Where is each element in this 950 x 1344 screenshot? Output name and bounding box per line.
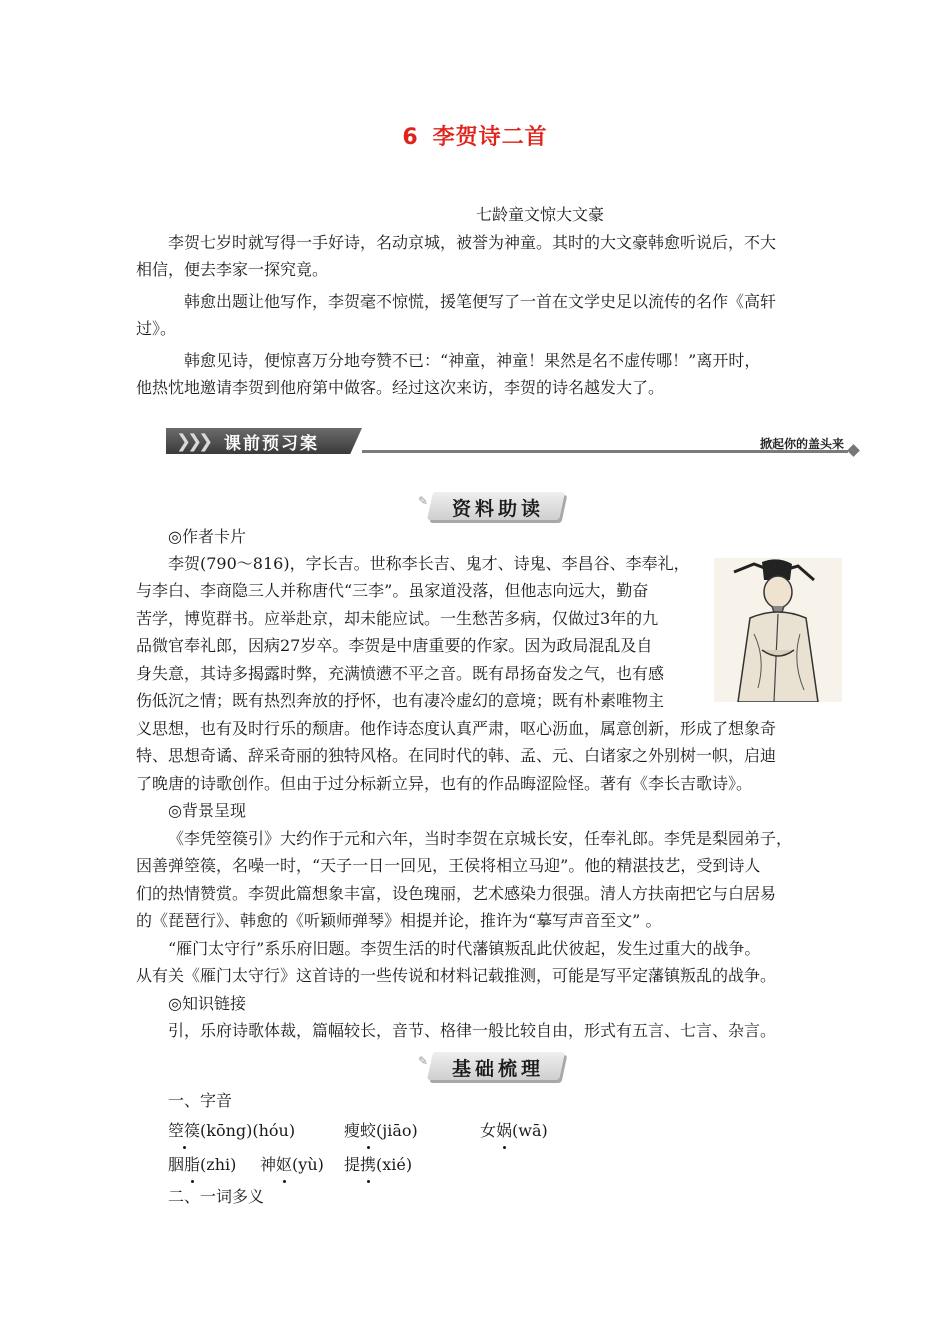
author-line: 李贺(790～816)，字长吉。世称李长吉、鬼才、诗鬼、李昌谷、李奉礼， — [168, 554, 690, 573]
plain-chars: 女 — [480, 1121, 497, 1140]
pinyin: (yù) — [292, 1155, 324, 1174]
background-line: 的《琵琶行》、韩愈的《听颖师弹琴》相提并论，推许为“摹写声音至文” 。 — [136, 911, 662, 930]
background-heading: ◎背景呈现 — [168, 801, 246, 820]
author-line: 品微官奉礼郎，因病27岁卒。李贺是中唐重要的作家。因为政局混乱及自 — [136, 636, 653, 655]
lesson-title: 李贺诗二首 — [432, 125, 548, 150]
polysemy-heading: 二、一词多义 — [168, 1187, 265, 1206]
dotted-chars: 携 — [360, 1152, 376, 1178]
plain-chars: 瘦 — [344, 1121, 361, 1140]
knowledge-heading: ◎知识链接 — [168, 994, 246, 1013]
story-line: 过》。 — [136, 319, 177, 338]
section-label-text: 基础梳理 — [452, 1058, 545, 1080]
story-line: 他热忱地邀请李贺到他府第中做客。经过这次来访，李贺的诗名越发大了。 — [136, 378, 665, 397]
section-label-text: 资料助读 — [452, 498, 545, 520]
plain-chars: 提 — [344, 1155, 361, 1174]
story-line: 李贺七岁时就写得一手好诗，名动京城，被誉为神童。其时的大文豪韩愈听说后，不大 — [168, 233, 777, 252]
background-line: 从有关《雁门太守行》这首诗的一些传说和材料记载推测，可能是写平定藩镇叛乱的战争。 — [136, 966, 777, 985]
background-line: 因善弹箜篌，名噪一时，“天子一日一回见，王侯将相立马迎”。他的精湛技艺，受到诗人 — [136, 856, 761, 875]
section-label-materials — [418, 490, 568, 524]
dotted-chars: 脂 — [184, 1152, 200, 1178]
pinyin: (xié) — [376, 1155, 413, 1174]
author-line: 了晚唐的诗歌创作。但由于过分标新立异，也有的作品晦涩险怪。著有《李长吉歌诗》。 — [136, 774, 753, 793]
dotted-chars: 蛟 — [360, 1118, 376, 1144]
author-card-heading: ◎作者卡片 — [168, 527, 246, 546]
deco-icon: ✎ — [418, 494, 429, 508]
story-line: 韩愈见诗，便惊喜万分地夸赞不已：“神童，神童！果然是名不虚传哪！”离开时， — [184, 351, 761, 370]
pronunciation-heading: 一、字音 — [168, 1091, 233, 1110]
background-line: 们的热情赞赏。李贺此篇想象丰富，设色瑰丽，艺术感染力很强。清人方扶南把它与白居易 — [136, 884, 777, 903]
author-line: 义思想，也有及时行乐的颓唐。他作诗态度认真严肃，呕心沥血，属意创新，形成了想象奇 — [136, 719, 777, 738]
background-line: “雁门太守行”系乐府旧题。李贺生活的时代藩镇叛乱此伏彼起，发生过重大的战争。 — [168, 939, 761, 958]
diamond-icon — [847, 444, 860, 457]
deco-icon: ✎ — [418, 1054, 429, 1068]
story-line: 相信，便去李家一探究竟。 — [136, 260, 329, 279]
dotted-chars: 妪 — [276, 1152, 292, 1178]
plain-chars: 神 — [260, 1155, 277, 1174]
pronunciation-item — [260, 1152, 324, 1178]
double-chevron-icon: ❯❯❯ — [176, 431, 210, 452]
banner-right-text: 掀起你的盖头来 — [759, 437, 844, 451]
story-line: 韩愈出题让他写作，李贺毫不惊慌，援笔便写了一首在文学史足以流传的名作《高轩 — [184, 292, 777, 311]
pinyin: (wā) — [512, 1121, 548, 1140]
li-he-portrait-image — [714, 558, 842, 702]
plain-chars: 胭 — [168, 1155, 185, 1174]
pinyin: (kōng)(hóu) — [200, 1121, 296, 1140]
author-line: 身失意，其诗多揭露时弊，充满愤懑不平之音。既有昂扬奋发之气，也有感 — [136, 664, 665, 683]
section-label-basics — [418, 1050, 568, 1084]
pinyin: (jiāo) — [376, 1121, 418, 1140]
author-line: 伤低沉之情；既有热烈奔放的抒怀，也有凄冷虚幻的意境；既有朴素唯物主 — [136, 691, 665, 710]
pronunciation-item — [344, 1152, 412, 1178]
background-line: 《李凭箜篌引》大约作于元和六年，当时李贺在京城长安，任奉礼郎。李凭是梨园弟子， — [168, 829, 793, 848]
pronunciation-item — [168, 1152, 236, 1178]
dotted-chars: 箜篌 — [168, 1118, 200, 1144]
pronunciation-item — [344, 1118, 418, 1144]
knowledge-line: 引，乐府诗歌体裁，篇幅较长，音节、格律一般比较自由，形式有五言、七言、杂言。 — [168, 1021, 777, 1040]
pronunciation-item — [168, 1118, 295, 1144]
pronunciation-item — [480, 1118, 548, 1144]
author-line: 与李白、李商隐三人并称唐代“三李”。虽家道没落，但他志向远大，勤奋 — [136, 581, 649, 600]
banner-label: 课前预习案 — [224, 434, 319, 454]
page-title — [0, 120, 950, 151]
preview-banner — [166, 428, 858, 462]
pinyin: (zhi) — [200, 1155, 237, 1174]
lesson-number: 6 — [402, 125, 419, 150]
author-line: 苦学，博览群书。应举赴京，却未能应试。一生愁苦多病，仅做过3年的九 — [136, 609, 659, 628]
story-heading: 七龄童文惊大文豪 — [476, 205, 605, 224]
dotted-chars: 娲 — [496, 1118, 512, 1144]
author-line: 特、思想奇谲、辞采奇丽的独特风格。在同时代的韩、孟、元、白诸家之外别树一帜，启迪 — [136, 746, 777, 765]
